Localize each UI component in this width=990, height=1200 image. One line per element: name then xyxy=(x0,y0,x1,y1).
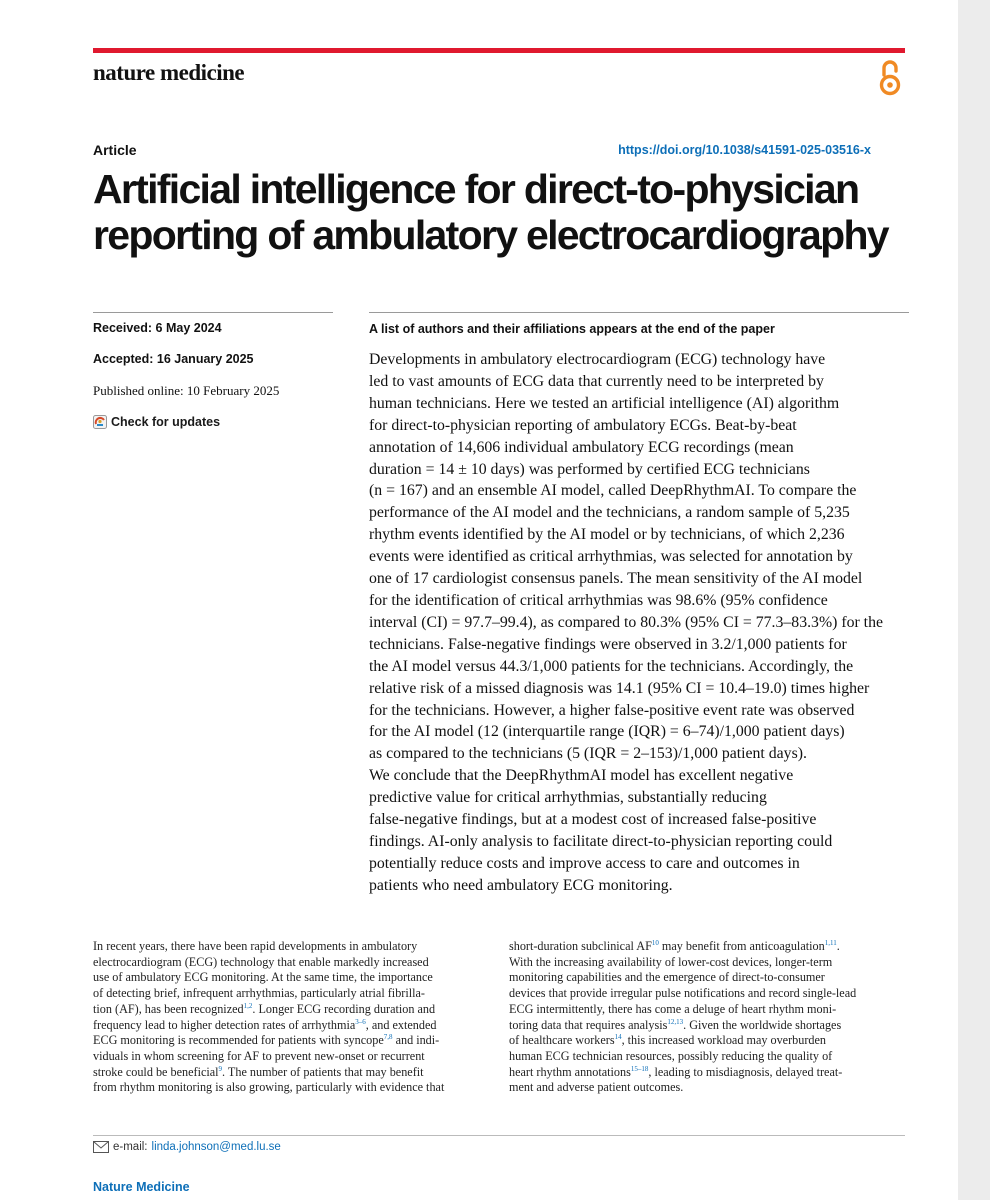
body-line: tion (AF), has been recognized$^{1,2}$. Longer ECG recording duration and xyxy=(93,1001,436,1016)
abstract-line: human technicians. Here we tested an artificial intelligence (AI) algorithm xyxy=(369,394,840,412)
email-link[interactable]: linda.johnson@med.lu.se xyxy=(151,1141,281,1153)
article-metadata xyxy=(93,312,333,437)
abstract-line: duration = 14 ± 10 days) was performed by certified ECG technicians xyxy=(369,460,810,478)
citation-ref[interactable]: 15–18 xyxy=(630,1064,649,1073)
abstract-line: for direct-to-physician reporting of ambulatory ECGs. Beat-by-beat xyxy=(369,416,797,434)
citation-ref[interactable]: 10 xyxy=(651,939,659,947)
footer-journal-name: Nature Medicine xyxy=(93,1180,190,1194)
body-column-left xyxy=(93,939,488,1096)
body-line: stroke could be beneficial$^9$. The number of patients that may benefit xyxy=(93,1064,424,1079)
citation-ref[interactable]: 9 xyxy=(218,1064,223,1073)
footer-divider xyxy=(93,1135,905,1136)
abstract-line: We conclude that the DeepRhythmAI model has excellent negative xyxy=(369,767,794,785)
open-access-icon xyxy=(877,58,903,98)
check-updates-label: Check for updates xyxy=(111,414,221,429)
body-line: short-duration subclinical AF$^{10}$ may benefit from anticoagulation$^{1,11}$. xyxy=(509,939,840,953)
abstract-line: one of 17 cardiologist consensus panels. The mean sensitivity of the AI model xyxy=(369,570,863,588)
citation-ref[interactable]: 12,13 xyxy=(667,1017,684,1026)
email-label: e-mail: xyxy=(113,1141,148,1153)
abstract-line: events were identified as critical arrhythmias, was selected for annotation by xyxy=(369,548,853,566)
abstract-line: for the AI model (12 (interquartile range (IQR) = 6–74)/1,000 patient days) xyxy=(369,723,845,741)
body-line: monitoring capabilities and the emergence of direct-to-consumer xyxy=(509,970,825,985)
citation-ref[interactable]: 7,8 xyxy=(383,1033,393,1042)
body-line: human ECG technician resources, possibly reducing the quality of xyxy=(509,1048,833,1063)
abstract-section xyxy=(369,312,909,897)
published-date: Published online: 10 February 2025 xyxy=(93,383,280,398)
body-line: heart rhythm annotations$^{15-18}$, leading to misdiagnosis, delayed treat- xyxy=(509,1064,843,1079)
body-line: devices that provide irregular pulse notifications and record single-lead xyxy=(509,986,857,1001)
abstract-line: relative risk of a missed diagnosis was 14.1 (95% CI = 10.4–19.0) times higher xyxy=(369,679,870,697)
corresponding-email xyxy=(93,1141,281,1153)
doi-link[interactable]: https://doi.org/10.1038/s41591-025-03516-x xyxy=(618,143,871,157)
abstract-text xyxy=(369,346,909,897)
check-updates-icon xyxy=(93,415,107,429)
article-title xyxy=(93,166,923,258)
citation-ref[interactable]: 1,11 xyxy=(824,939,837,947)
body-line: In recent years, there have been rapid developments in ambulatory xyxy=(93,939,418,953)
body-line: toring data that requires analysis$^{12,13}$. Given the worldwide shortages xyxy=(509,1017,842,1032)
body-line: frequency lead to higher detection rates of arrhythmia$^{3-6}$, and extended xyxy=(93,1017,437,1032)
body-line: from rhythm monitoring is also growing, particularly with evidence that xyxy=(93,1080,445,1095)
received-date: Received: 6 May 2024 xyxy=(93,321,222,335)
body-line: of healthcare workers$^{14}$, this increased workload may overburden xyxy=(509,1033,826,1048)
citation-ref[interactable]: 1,2 xyxy=(243,1001,253,1010)
abstract-line: (n = 167) and an ensemble AI model, called DeepRhythmAI. To compare the xyxy=(369,482,857,500)
abstract-line: for the identification of critical arrhythmias was 98.6% (95% confidence xyxy=(369,591,828,609)
abstract-line: annotation of 14,606 individual ambulatory ECG recordings (mean xyxy=(369,438,794,456)
body-line: electrocardiogram (ECG) technology that enable markedly increased xyxy=(93,954,429,969)
abstract-line: interval (CI) = 97.7–99.4), as compared to 80.3% (95% CI = 77.3–83.3%) for the xyxy=(369,613,883,631)
body-line: ment and adverse patient outcomes. xyxy=(509,1080,684,1095)
abstract-line: rhythm events identified by the AI model or by technicians, of which 2,236 xyxy=(369,526,845,544)
title-line-2: reporting of ambulatory electrocardiography xyxy=(93,212,888,258)
abstract-line: led to vast amounts of ECG data that currently need to be interpreted by xyxy=(369,372,824,390)
abstract-line: predictive value for critical arrhythmias, substantially reducing xyxy=(369,789,767,807)
body-line: use of ambulatory ECG monitoring. At the same time, the importance xyxy=(93,970,433,985)
abstract-line: false-negative findings, but at a modest cost of increased false-positive xyxy=(369,811,817,829)
body-line: With the increasing availability of lower-cost devices, longer-term xyxy=(509,954,833,969)
abstract-line: findings. AI-only analysis to facilitate direct-to-physician reporting could xyxy=(369,832,833,850)
title-line-1: Artificial intelligence for direct-to-physician xyxy=(93,166,859,212)
journal-name: nature medicine xyxy=(93,60,245,85)
abstract-line: performance of the AI model and the technicians, a random sample of 5,235 xyxy=(369,504,850,522)
abstract-line: Developments in ambulatory electrocardiogram (ECG) technology have xyxy=(369,351,826,368)
authors-note: A list of authors and their affiliations appears at the end of the paper xyxy=(369,322,775,336)
citation-ref[interactable]: 3–6 xyxy=(355,1017,366,1026)
body-line: ECG intermittently, there has come a deluge of heart rhythm moni- xyxy=(509,1001,837,1016)
body-line: viduals in whom screening for AF to prevent new-onset or recurrent xyxy=(93,1048,425,1063)
citation-ref[interactable]: 14 xyxy=(614,1033,622,1042)
body-line: of detecting brief, infrequent arrhythmias, particularly atrial fibrilla- xyxy=(93,986,425,1001)
abstract-line: as compared to the technicians (5 (IQR = 2–153)/1,000 patient days). xyxy=(369,745,807,763)
body-column-right xyxy=(509,939,904,1096)
article-type-label: Article xyxy=(93,142,137,158)
abstract-line: potentially reduce costs and improve access to care and outcomes in xyxy=(369,854,800,872)
accepted-date: Accepted: 16 January 2025 xyxy=(93,352,254,366)
abstract-line: patients who need ambulatory ECG monitoring. xyxy=(369,876,673,894)
abstract-line: the AI model versus 44.3/1,000 patients for the technicians. Accordingly, the xyxy=(369,657,854,675)
journal-red-bar xyxy=(93,48,905,53)
body-line: ECG monitoring is recommended for patients with syncope$^{7,8}$ and indi- xyxy=(93,1033,440,1048)
mail-icon xyxy=(93,1141,109,1153)
check-for-updates-button[interactable] xyxy=(93,406,333,437)
abstract-line: for the technicians. However, a higher false-positive event rate was observed xyxy=(369,701,855,719)
abstract-line: technicians. False-negative findings were observed in 3.2/1,000 patients for xyxy=(369,635,847,653)
